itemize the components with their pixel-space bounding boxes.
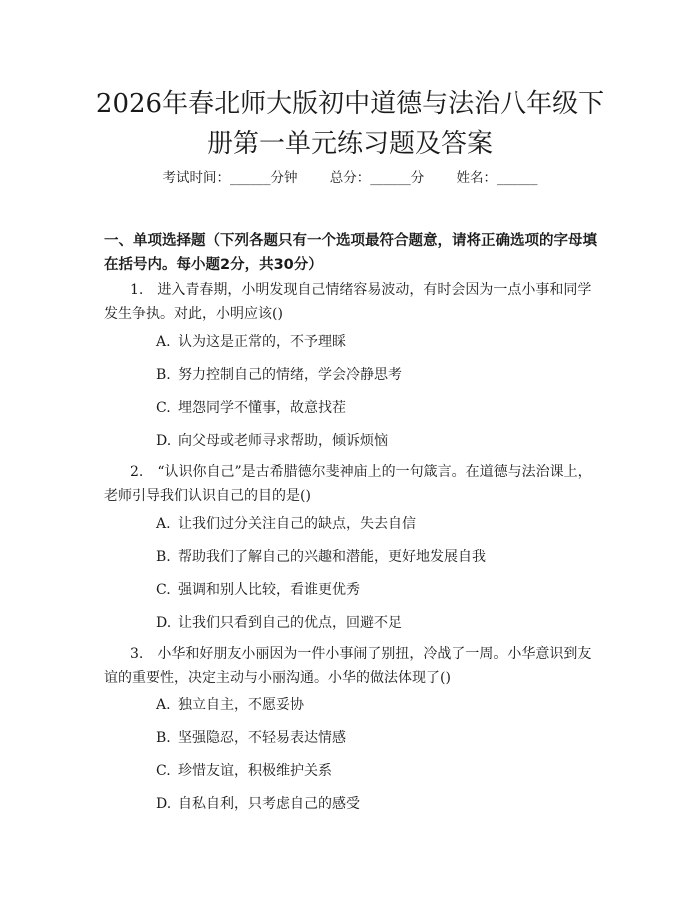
option-letter: B. [156, 367, 171, 383]
option-text: 认为这是正常的，不予理睬 [178, 334, 346, 350]
option-text: 独立自主，不愿妥协 [178, 697, 304, 713]
question-text: 进入青春期，小明发现自己情绪容易波动，有时会因为一点小事和同学发生争执。对此，小明应该() [104, 282, 592, 322]
option-letter: B. [156, 549, 171, 565]
option-1c [156, 398, 616, 418]
section-heading: 一、单项选择题（下列各题只有一个选项最符合题意，请将正确选项的字母填在括号内。每小题2分，共30分） [104, 233, 597, 273]
option-text: 坚强隐忍，不轻易表达情感 [178, 730, 346, 746]
student-name: 姓名：______ [456, 170, 538, 186]
option-1a [156, 332, 616, 352]
option-text: 自私自利，只考虑自己的感受 [178, 796, 360, 812]
document-title-line-2: 册第一单元练习题及答案 [206, 129, 493, 159]
option-text: 让我们过分关注自己的缺点，失去自信 [178, 516, 416, 532]
option-letter: A. [156, 334, 171, 350]
question-2 [104, 460, 604, 508]
option-1d [156, 431, 616, 451]
option-3b [156, 728, 616, 748]
question-number: 3. [130, 646, 144, 662]
option-letter: A. [156, 516, 171, 532]
question-text: “认识你自己”是古希腊德尔斐神庙上的一句箴言。在道德与法治课上，老师引导我们认识自己的目的是() [104, 464, 592, 504]
option-text: 珍惜友谊，积极维护关系 [178, 763, 332, 779]
document-title-line-1: 2026年春北师大版初中道德与法治八年级下 [95, 89, 605, 119]
option-text: 埋怨同学不懂事，故意找茬 [178, 400, 346, 416]
option-letter: C. [156, 763, 171, 779]
option-letter: A. [156, 697, 171, 713]
option-letter: D. [156, 433, 172, 449]
option-text: 强调和别人比较，看谁更优秀 [178, 582, 360, 598]
question-number: 2. [130, 464, 144, 480]
exam-time: 考试时间：______分钟 [162, 170, 298, 186]
exam-score: 总分：______分 [329, 170, 425, 186]
question-text: 小华和好朋友小丽因为一件小事闹了别扭，冷战了一周。小华意识到友谊的重要性，决定主动与小丽沟通。小华的做法体现了() [104, 646, 592, 686]
question-1 [104, 278, 604, 326]
option-letter: B. [156, 730, 171, 746]
option-2d [156, 613, 616, 633]
option-letter: D. [156, 615, 172, 631]
option-letter: C. [156, 582, 171, 598]
option-text: 帮助我们了解自己的兴趣和潜能，更好地发展自我 [178, 549, 486, 565]
exam-meta [0, 168, 700, 188]
option-text: 让我们只看到自己的优点，回避不足 [178, 615, 402, 631]
option-3c [156, 761, 616, 781]
option-2c [156, 580, 616, 600]
option-text: 努力控制自己的情绪，学会冷静思考 [178, 367, 402, 383]
option-1b [156, 365, 616, 385]
option-2a [156, 514, 616, 534]
option-3a [156, 695, 616, 715]
option-3d [156, 794, 616, 814]
question-number: 1. [130, 282, 144, 298]
option-text: 向父母或老师寻求帮助，倾诉烦恼 [178, 433, 388, 449]
option-2b [156, 547, 616, 567]
option-letter: D. [156, 796, 172, 812]
option-letter: C. [156, 400, 171, 416]
question-3 [104, 642, 604, 690]
